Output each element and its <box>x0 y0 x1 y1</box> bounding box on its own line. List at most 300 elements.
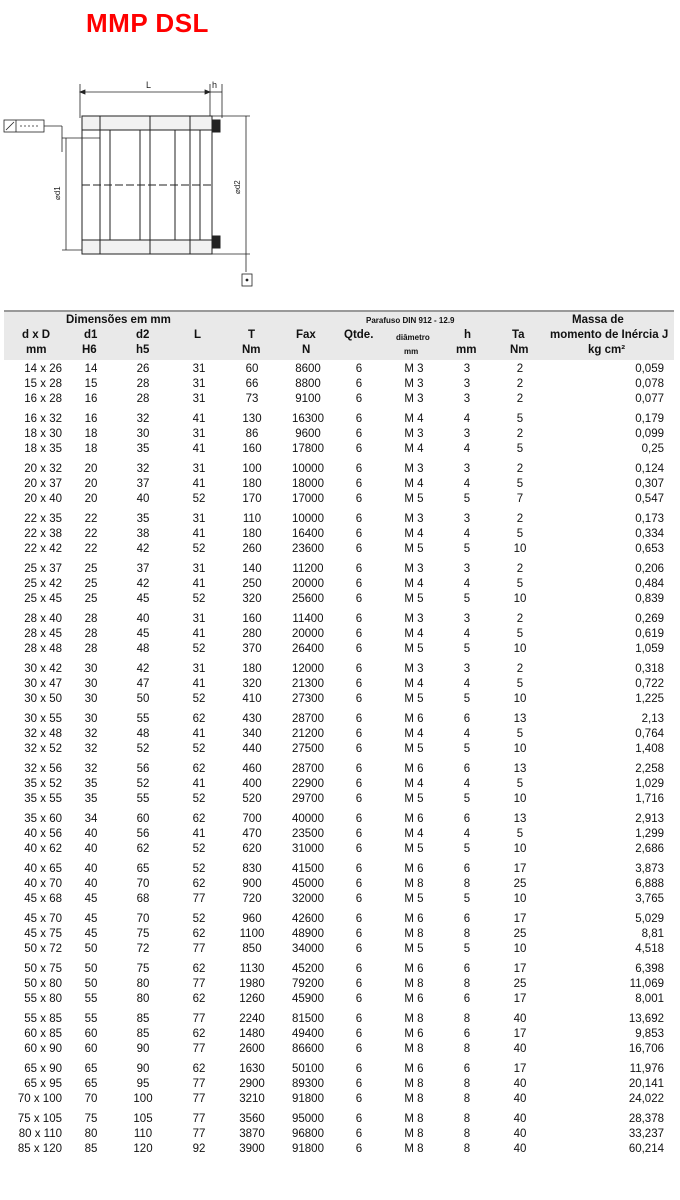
header-h: h <box>464 329 472 341</box>
cell-ta: 13 <box>513 763 527 775</box>
cell-qtde: 6 <box>355 378 363 390</box>
cell-h: 5 <box>463 743 471 755</box>
cell-d1: 55 <box>84 1013 98 1025</box>
cell-d1: 40 <box>84 828 98 840</box>
cell-h: 4 <box>463 478 471 490</box>
cell-qtde: 6 <box>355 713 363 725</box>
cell-dxd: 32 x 48 <box>24 728 62 740</box>
cell-L: 52 <box>192 793 206 805</box>
cell-T: 86 <box>245 428 259 440</box>
cell-dxd: 45 x 68 <box>24 893 62 905</box>
cell-qtde: 6 <box>355 613 363 625</box>
cell-d2: 50 <box>136 693 150 705</box>
cell-dxd: 55 x 80 <box>24 993 62 1005</box>
cell-T: 320 <box>242 593 262 605</box>
cell-d2: 95 <box>136 1078 150 1090</box>
table-row <box>4 827 674 842</box>
table-row <box>4 1027 674 1042</box>
cell-h: 4 <box>463 413 471 425</box>
cell-d2: 80 <box>136 978 150 990</box>
cell-fax: 20000 <box>292 578 324 590</box>
cell-d1: 40 <box>84 878 98 890</box>
cell-L: 41 <box>192 728 206 740</box>
cell-diametro: M 5 <box>404 643 424 655</box>
table-row <box>4 677 674 692</box>
cell-ta: 40 <box>513 1143 527 1155</box>
cell-qtde: 6 <box>355 1113 363 1125</box>
cell-diametro: M 5 <box>404 493 424 505</box>
cell-L: 62 <box>192 1028 206 1040</box>
header-L: L <box>194 329 202 341</box>
cell-T: 410 <box>242 693 262 705</box>
cell-d1: 18 <box>84 428 98 440</box>
table-row <box>4 527 674 542</box>
header-mass-1: Massa de <box>572 314 624 326</box>
cell-j: 6,398 <box>635 963 664 975</box>
cell-ta: 10 <box>513 743 527 755</box>
cell-d2: 32 <box>136 413 150 425</box>
cell-diametro: M 8 <box>404 1013 424 1025</box>
cell-ta: 2 <box>516 393 524 405</box>
cell-T: 170 <box>242 493 262 505</box>
cell-h: 3 <box>463 513 471 525</box>
cell-ta: 17 <box>513 1028 527 1040</box>
cell-dxd: 20 x 37 <box>24 478 62 490</box>
cell-L: 62 <box>192 713 206 725</box>
cell-T: 900 <box>242 878 262 890</box>
cell-d1: 32 <box>84 743 98 755</box>
cell-diametro: M 3 <box>404 393 424 405</box>
cell-T: 430 <box>242 713 262 725</box>
cell-qtde: 6 <box>355 993 363 1005</box>
cell-fax: 17800 <box>292 443 324 455</box>
cell-dxd: 25 x 37 <box>24 563 62 575</box>
cell-fax: 28700 <box>292 763 324 775</box>
tolerance-frame-icon <box>4 120 62 152</box>
cell-T: 260 <box>242 543 262 555</box>
cell-d1: 30 <box>84 693 98 705</box>
page-title: MMP DSL <box>86 8 209 38</box>
cell-h: 6 <box>463 713 471 725</box>
cell-d2: 48 <box>136 728 150 740</box>
cell-T: 700 <box>242 813 262 825</box>
table-row <box>4 562 674 577</box>
cell-h: 6 <box>463 813 471 825</box>
cell-L: 77 <box>192 893 206 905</box>
cell-d1: 22 <box>84 543 98 555</box>
cell-h: 6 <box>463 1063 471 1075</box>
cell-L: 62 <box>192 878 206 890</box>
cell-ta: 2 <box>516 378 524 390</box>
cell-L: 41 <box>192 413 206 425</box>
cell-j: 0,318 <box>635 663 664 675</box>
cell-L: 31 <box>192 513 206 525</box>
cell-d2: 75 <box>136 928 150 940</box>
cell-ta: 2 <box>516 613 524 625</box>
cell-diametro: M 4 <box>404 413 424 425</box>
cell-h: 4 <box>463 778 471 790</box>
cell-j: 0,25 <box>641 443 664 455</box>
cell-qtde: 6 <box>355 813 363 825</box>
table-row <box>4 642 674 657</box>
cell-dxd: 32 x 56 <box>24 763 62 775</box>
cell-ta: 10 <box>513 543 527 555</box>
cell-d2: 55 <box>136 793 150 805</box>
cell-fax: 27300 <box>292 693 324 705</box>
cell-d1: 28 <box>84 643 98 655</box>
cell-diametro: M 4 <box>404 778 424 790</box>
cell-j: 2,13 <box>641 713 664 725</box>
cell-T: 340 <box>242 728 262 740</box>
table-header <box>4 310 674 360</box>
cell-diametro: M 3 <box>404 463 424 475</box>
cell-j: 13,692 <box>628 1013 664 1025</box>
cell-ta: 5 <box>516 728 524 740</box>
cell-T: 2600 <box>239 1043 265 1055</box>
cell-qtde: 6 <box>355 413 363 425</box>
cell-fax: 45200 <box>292 963 324 975</box>
cell-diametro: M 6 <box>404 963 424 975</box>
cell-h: 5 <box>463 693 471 705</box>
cell-j: 20,141 <box>628 1078 664 1090</box>
cell-j: 24,022 <box>628 1093 664 1105</box>
cell-qtde: 6 <box>355 1013 363 1025</box>
header-T-unit: Nm <box>242 344 261 356</box>
cell-d2: 48 <box>136 643 150 655</box>
cell-ta: 5 <box>516 478 524 490</box>
cell-d2: 42 <box>136 543 150 555</box>
cell-L: 31 <box>192 613 206 625</box>
cell-d1: 18 <box>84 443 98 455</box>
table-row <box>4 962 674 977</box>
cell-j: 0,173 <box>635 513 664 525</box>
cell-d2: 68 <box>136 893 150 905</box>
cell-fax: 11400 <box>292 613 324 625</box>
cell-diametro: M 4 <box>404 828 424 840</box>
cell-h: 3 <box>463 378 471 390</box>
cell-dxd: 30 x 50 <box>24 693 62 705</box>
cell-dxd: 40 x 62 <box>24 843 62 855</box>
cell-dxd: 28 x 48 <box>24 643 62 655</box>
cell-fax: 25600 <box>292 593 324 605</box>
cell-qtde: 6 <box>355 593 363 605</box>
cell-diametro: M 6 <box>404 763 424 775</box>
cell-T: 3560 <box>239 1113 265 1125</box>
cell-diametro: M 8 <box>404 928 424 940</box>
cell-ta: 40 <box>513 1128 527 1140</box>
cell-dxd: 60 x 90 <box>24 1043 62 1055</box>
cell-T: 1130 <box>239 963 265 975</box>
dimension-d2 <box>212 116 250 272</box>
cell-L: 62 <box>192 963 206 975</box>
cell-j: 2,258 <box>635 763 664 775</box>
cell-j: 0,307 <box>635 478 664 490</box>
cell-d1: 50 <box>84 978 98 990</box>
cell-h: 4 <box>463 528 471 540</box>
cell-qtde: 6 <box>355 1043 363 1055</box>
cell-d2: 110 <box>133 1128 153 1140</box>
cell-d2: 56 <box>136 828 150 840</box>
cell-qtde: 6 <box>355 643 363 655</box>
cell-L: 52 <box>192 643 206 655</box>
cell-fax: 95000 <box>292 1113 324 1125</box>
cell-qtde: 6 <box>355 828 363 840</box>
cell-T: 66 <box>245 378 259 390</box>
cell-d2: 75 <box>136 963 150 975</box>
cell-dxd: 14 x 26 <box>24 363 62 375</box>
cell-ta: 5 <box>516 678 524 690</box>
cell-d2: 45 <box>136 628 150 640</box>
cell-T: 3210 <box>239 1093 265 1105</box>
cell-h: 5 <box>463 843 471 855</box>
table-row <box>4 892 674 907</box>
cell-fax: 41500 <box>292 863 324 875</box>
cell-d2: 85 <box>136 1013 150 1025</box>
cell-L: 31 <box>192 363 206 375</box>
cell-d1: 14 <box>84 363 98 375</box>
cell-qtde: 6 <box>355 1028 363 1040</box>
cell-h: 8 <box>463 878 471 890</box>
cell-diametro: M 5 <box>404 943 424 955</box>
cell-h: 8 <box>463 1093 471 1105</box>
cell-j: 28,378 <box>628 1113 664 1125</box>
cell-ta: 5 <box>516 413 524 425</box>
cell-fax: 22900 <box>292 778 324 790</box>
cell-j: 60,214 <box>628 1143 664 1155</box>
cell-dxd: 40 x 70 <box>24 878 62 890</box>
cell-h: 8 <box>463 1128 471 1140</box>
cell-ta: 5 <box>516 828 524 840</box>
cell-d1: 25 <box>84 578 98 590</box>
cell-dxd: 32 x 52 <box>24 743 62 755</box>
cell-j: 0,206 <box>635 563 664 575</box>
cell-j: 11,069 <box>629 978 664 990</box>
cell-dxd: 70 x 100 <box>17 1093 62 1105</box>
cell-T: 1260 <box>239 993 265 1005</box>
cell-d2: 90 <box>136 1043 150 1055</box>
cell-L: 62 <box>192 928 206 940</box>
cell-dxd: 50 x 75 <box>24 963 62 975</box>
cell-h: 5 <box>463 643 471 655</box>
cell-h: 8 <box>463 928 471 940</box>
header-h-unit: mm <box>456 344 477 356</box>
cell-fax: 79200 <box>292 978 324 990</box>
cell-d1: 25 <box>84 563 98 575</box>
cell-fax: 89300 <box>292 1078 324 1090</box>
cell-dxd: 20 x 40 <box>24 493 62 505</box>
cell-diametro: M 5 <box>404 543 424 555</box>
cell-d1: 45 <box>84 893 98 905</box>
cell-h: 6 <box>463 863 471 875</box>
cell-T: 830 <box>242 863 262 875</box>
cell-h: 4 <box>463 828 471 840</box>
cell-diametro: M 6 <box>404 1063 424 1075</box>
cell-j: 0,124 <box>635 463 664 475</box>
cell-L: 41 <box>192 678 206 690</box>
cell-diametro: M 5 <box>404 593 424 605</box>
table-row <box>4 462 674 477</box>
cell-dxd: 75 x 105 <box>17 1113 62 1125</box>
table-row <box>4 492 674 507</box>
cell-diametro: M 5 <box>404 743 424 755</box>
cell-diametro: M 8 <box>404 1128 424 1140</box>
cell-d1: 50 <box>84 943 98 955</box>
cell-qtde: 6 <box>355 943 363 955</box>
cell-j: 6,888 <box>635 878 664 890</box>
cell-diametro: M 5 <box>404 793 424 805</box>
table-row <box>4 877 674 892</box>
cell-d1: 30 <box>84 713 98 725</box>
cell-fax: 32000 <box>292 893 324 905</box>
cell-h: 5 <box>463 543 471 555</box>
cell-d1: 22 <box>84 528 98 540</box>
cell-j: 0,619 <box>635 628 664 640</box>
cell-d1: 45 <box>84 928 98 940</box>
cell-L: 62 <box>192 993 206 1005</box>
label-h: h <box>212 80 218 90</box>
cell-j: 1,408 <box>635 743 664 755</box>
cell-L: 77 <box>192 1128 206 1140</box>
cell-L: 62 <box>192 813 206 825</box>
cell-fax: 10000 <box>292 463 324 475</box>
cell-d2: 28 <box>136 393 150 405</box>
cell-dxd: 16 x 28 <box>24 393 62 405</box>
cell-L: 77 <box>192 1093 206 1105</box>
cell-T: 2240 <box>239 1013 265 1025</box>
cell-h: 4 <box>463 443 471 455</box>
cell-T: 250 <box>242 578 262 590</box>
cell-ta: 10 <box>513 943 527 955</box>
cell-fax: 9600 <box>295 428 321 440</box>
cell-dxd: 50 x 72 <box>24 943 62 955</box>
cell-T: 400 <box>242 778 262 790</box>
cell-T: 100 <box>242 463 262 475</box>
cell-d1: 25 <box>84 593 98 605</box>
cell-d1: 40 <box>84 863 98 875</box>
cell-ta: 2 <box>516 363 524 375</box>
cell-L: 52 <box>192 493 206 505</box>
cell-d2: 40 <box>136 493 150 505</box>
cell-L: 77 <box>192 1013 206 1025</box>
header-diametro-unit: mm <box>404 347 419 356</box>
cell-fax: 48900 <box>292 928 324 940</box>
header-T: T <box>248 329 256 341</box>
cell-diametro: M 8 <box>404 1143 424 1155</box>
cell-diametro: M 3 <box>404 563 424 575</box>
cell-h: 5 <box>463 943 471 955</box>
table-row <box>4 627 674 642</box>
label-d1: ⌀d1 <box>53 186 62 200</box>
cell-qtde: 6 <box>355 893 363 905</box>
cell-diametro: M 8 <box>404 1113 424 1125</box>
cell-L: 41 <box>192 528 206 540</box>
table-row <box>4 412 674 427</box>
header-Ta: Ta <box>512 329 525 341</box>
cell-d2: 42 <box>136 578 150 590</box>
cell-d1: 70 <box>84 1093 98 1105</box>
cell-ta: 10 <box>513 643 527 655</box>
cell-d2: 80 <box>136 993 150 1005</box>
cell-diametro: M 5 <box>404 693 424 705</box>
cell-T: 3900 <box>239 1143 265 1155</box>
cell-fax: 31000 <box>292 843 324 855</box>
cell-L: 77 <box>192 1043 206 1055</box>
cell-fax: 45000 <box>292 878 324 890</box>
table-row <box>4 792 674 807</box>
table-row <box>4 777 674 792</box>
cell-j: 5,029 <box>635 913 664 925</box>
cell-j: 0,653 <box>635 543 664 555</box>
cell-d2: 65 <box>136 863 150 875</box>
cell-ta: 2 <box>516 663 524 675</box>
cell-d2: 100 <box>133 1093 153 1105</box>
cell-d2: 55 <box>136 713 150 725</box>
cell-L: 41 <box>192 578 206 590</box>
cell-d1: 16 <box>84 413 98 425</box>
cell-dxd: 30 x 55 <box>24 713 62 725</box>
cell-h: 6 <box>463 963 471 975</box>
cell-j: 11,976 <box>629 1063 664 1075</box>
header-d1: d1 <box>84 329 98 341</box>
cell-d1: 85 <box>84 1143 98 1155</box>
cell-ta: 25 <box>513 928 527 940</box>
cell-dxd: 18 x 30 <box>24 428 62 440</box>
cell-dxd: 55 x 85 <box>24 1013 62 1025</box>
cell-j: 0,078 <box>635 378 664 390</box>
cell-j: 0,334 <box>635 528 664 540</box>
cell-ta: 40 <box>513 1013 527 1025</box>
cell-dxd: 28 x 45 <box>24 628 62 640</box>
cell-j: 0,484 <box>635 578 664 590</box>
cell-T: 180 <box>242 663 262 675</box>
cell-ta: 10 <box>513 593 527 605</box>
cell-dxd: 18 x 35 <box>24 443 62 455</box>
cell-h: 3 <box>463 393 471 405</box>
cell-qtde: 6 <box>355 493 363 505</box>
cell-diametro: M 8 <box>404 1043 424 1055</box>
cell-diametro: M 4 <box>404 528 424 540</box>
cell-j: 0,077 <box>635 393 664 405</box>
cell-dxd: 22 x 42 <box>24 543 62 555</box>
cell-ta: 40 <box>513 1113 527 1125</box>
cell-fax: 27500 <box>292 743 324 755</box>
table-row <box>4 862 674 877</box>
cell-d2: 35 <box>136 443 150 455</box>
cell-h: 6 <box>463 913 471 925</box>
cell-T: 130 <box>242 413 262 425</box>
cell-h: 6 <box>463 763 471 775</box>
cell-d1: 20 <box>84 478 98 490</box>
table-row <box>4 1092 674 1107</box>
table-row <box>4 577 674 592</box>
cell-L: 52 <box>192 913 206 925</box>
datum-box-icon <box>242 274 252 286</box>
cell-d2: 32 <box>136 463 150 475</box>
cell-d1: 60 <box>84 1028 98 1040</box>
cell-fax: 45900 <box>292 993 324 1005</box>
cell-qtde: 6 <box>355 628 363 640</box>
cell-diametro: M 6 <box>404 813 424 825</box>
cell-qtde: 6 <box>355 863 363 875</box>
cell-ta: 10 <box>513 893 527 905</box>
cell-T: 470 <box>242 828 262 840</box>
table-row <box>4 1062 674 1077</box>
cell-h: 3 <box>463 663 471 675</box>
cell-d2: 52 <box>136 743 150 755</box>
cell-d1: 65 <box>84 1063 98 1075</box>
cell-fax: 18000 <box>292 478 324 490</box>
cell-dxd: 16 x 32 <box>24 413 62 425</box>
